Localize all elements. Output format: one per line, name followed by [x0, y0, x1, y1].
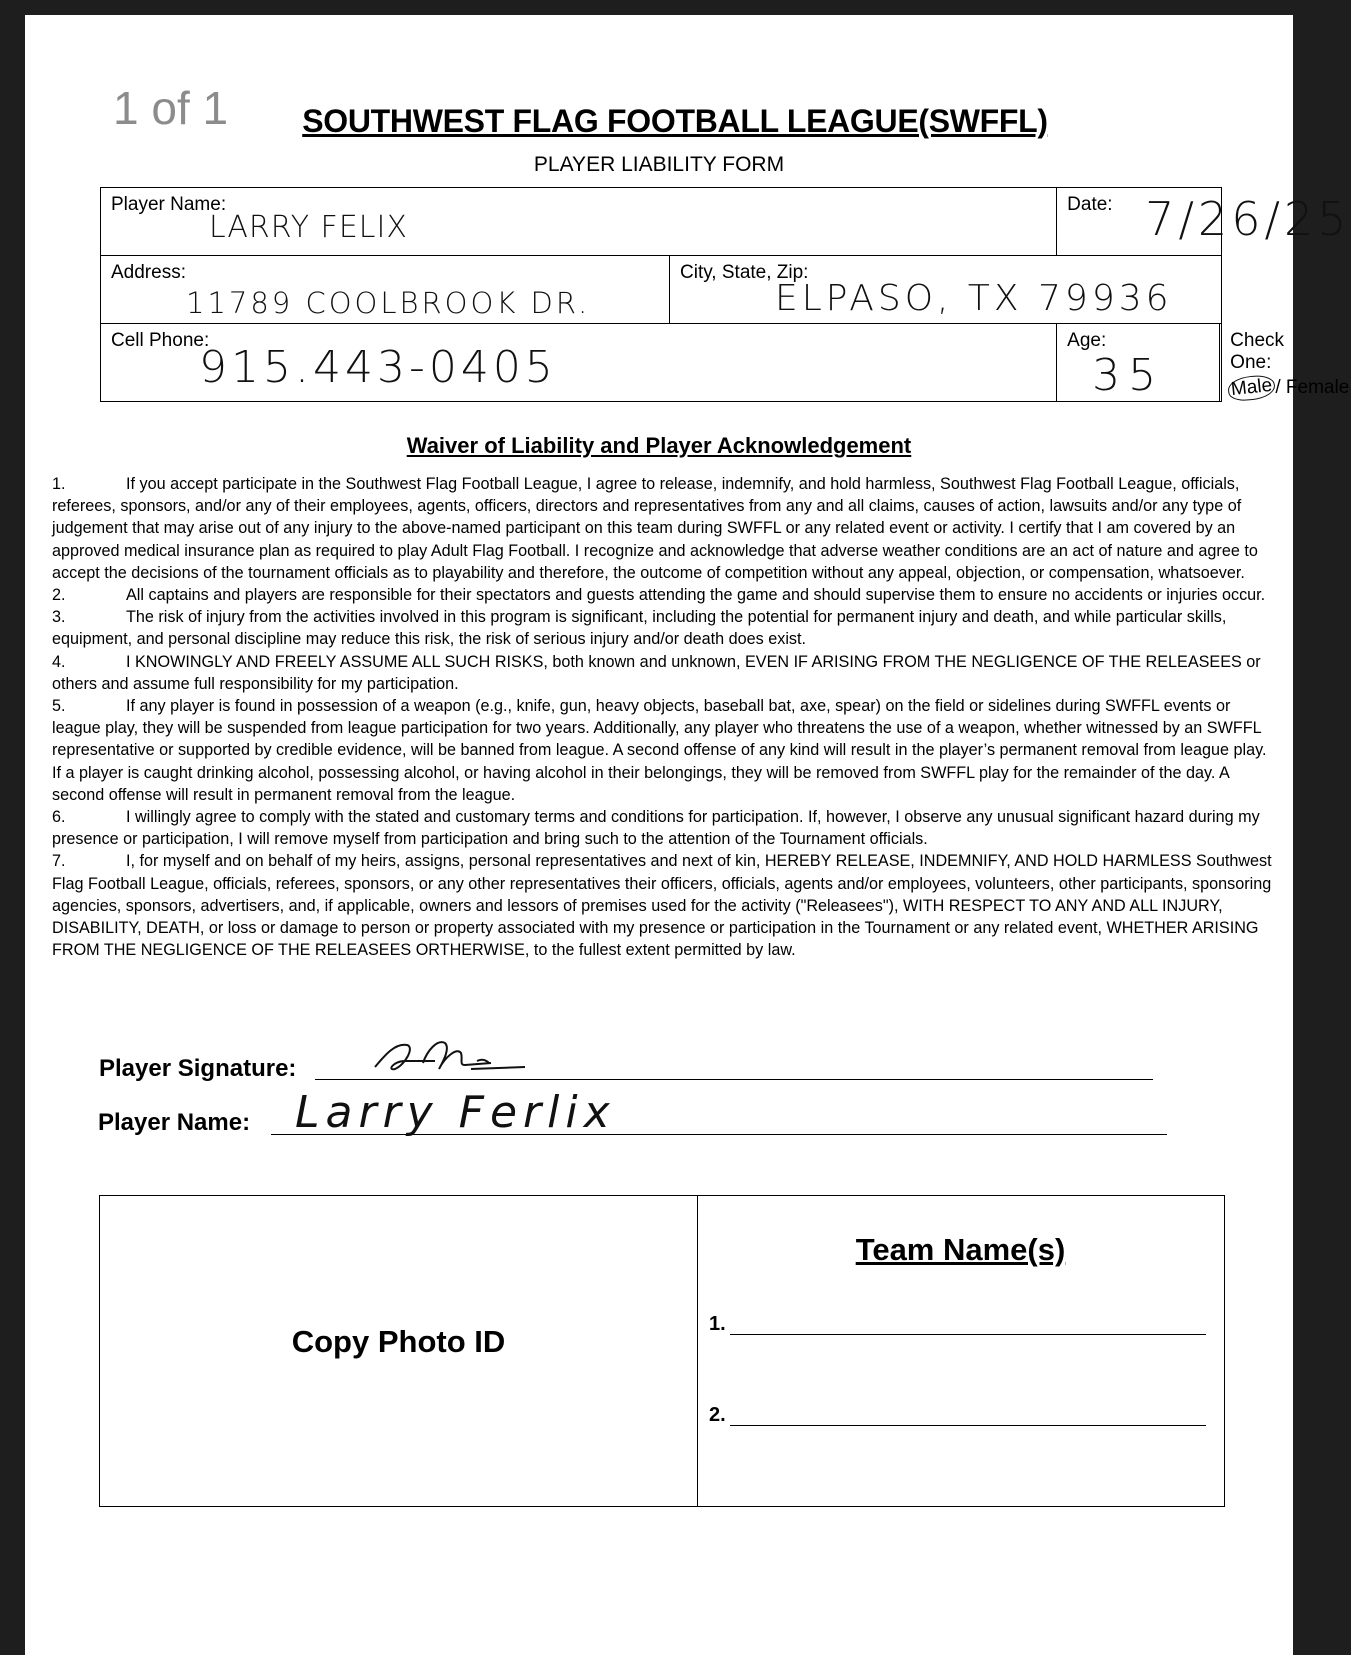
team-line-2-number: 2.	[709, 1404, 726, 1426]
team-name-line-1[interactable]	[730, 1334, 1206, 1335]
female-option[interactable]: / Female	[1275, 377, 1350, 398]
form-subtitle: PLAYER LIABILITY FORM	[533, 153, 785, 176]
player-name-cell[interactable]	[101, 188, 1057, 256]
address-label: Address:	[111, 262, 186, 283]
waiver-heading: Waiver of Liability and Player Acknowledgement	[406, 433, 912, 458]
player-name-sign-label: Player Name:	[98, 1109, 251, 1136]
age-cell[interactable]	[1057, 324, 1220, 402]
city-state-zip-cell[interactable]	[670, 256, 1222, 324]
player-name-value: LARRY FELIX	[209, 210, 408, 245]
document-page	[25, 15, 1351, 1655]
photo-team-box	[99, 1195, 1225, 1507]
address-value: 11789 COOLBROOK DR.	[186, 286, 591, 320]
date-label: Date:	[1067, 194, 1113, 215]
team-line-1-number: 1.	[709, 1313, 726, 1335]
term-item: 4. I KNOWINGLY AND FREELY ASSUME ALL SUCH RISKS, both known and unknown, EVEN IF ARISING FROM THE NEGLIGENCE OF THE RELEASEES or others and assume full responsibility for my participation.	[52, 652, 1261, 693]
term-item: 2. All captains and players are responsible for their spectators and guests attending the game and should supervise them to ensure no accidents or injuries occur.	[52, 586, 1266, 605]
age-value: 35	[1092, 350, 1165, 401]
term-item: 7. I, for myself and on behalf of my heirs, assigns, personal representatives and next of kin, HEREBY RELEASE, INDEMNIFY, AND HOLD HARMLESS Southwest Flag Football League, officials, referees, sponsors, or any other representatives their officers, officials, agents and/or employees, volunteers, other participants, sponsoring agencies, sponsors, advertisers, and, if applicable, owners and lessors of premises used for the activity ("Releasees"), WITH RESPECT TO ANY AND ALL INJURY, DISABILITY, DEATH, or loss or damage to person or property associated with my presence or participation in the Tournament or any related event, WHETHER ARISING FROM THE NEGLIGENCE OF THE RELEASEES ORTHERWISE, to the fullest extent permitted by law.	[52, 852, 1272, 960]
copy-photo-id-label[interactable]: Copy Photo ID	[291, 1324, 506, 1359]
male-option-circled[interactable]: Male	[1227, 374, 1276, 403]
term-item: 1. If you accept participate in the Southwest Flag Football League, I agree to release, indemnify, and hold harmless, Southwest Flag Football League, officials, referees, sponsors, and/or any of their employees, agents, officers, directors and representatives from any and all claims, causes of action, lawsuits and/or any type of judgement that may arise out of any injury to the above-named participant on this team during SWFFL or any related event or activity. I certify that I am covered by an approved medical insurance plan as required to play Adult Flag Football. I recognize and acknowledge that adverse weather conditions are an act of nature and agree to accept the decisions of the tournament officials as to playability and therefore, the outcome of competition without any appeal, objection, or compensation, whatsoever.	[52, 475, 1258, 582]
address-cell[interactable]	[101, 256, 670, 324]
gender-cell[interactable]	[1220, 324, 1350, 402]
check-one-label: Check One:	[1230, 330, 1285, 373]
player-name-label: Player Name:	[111, 194, 227, 215]
date-value: 7/26/25	[1145, 192, 1351, 246]
term-item: 3. The risk of injury from the activities involved in this program is significant, including the potential for permanent injury and death, and while particular skills, equipment, and personal discipline may reduce this risk, the risk of serious injury and/or death does exist.	[52, 608, 1227, 649]
player-signature-label: Player Signature:	[99, 1055, 297, 1082]
page-indicator: 1 of 1	[113, 82, 229, 134]
team-name-line-2[interactable]	[730, 1425, 1206, 1426]
date-cell[interactable]	[1057, 188, 1351, 256]
age-label: Age:	[1067, 330, 1107, 351]
city-state-zip-label: City, State, Zip:	[680, 262, 809, 283]
waiver-terms	[52, 473, 1272, 961]
form-title: SOUTHWEST FLAG FOOTBALL LEAGUE(SWFFL)	[302, 103, 1048, 139]
gender-options	[1232, 376, 1349, 400]
term-item: 5. If any player is found in possession of a weapon (e.g., knife, gun, heavy objects, baseball bat, axe, spear) on the field or sidelines during SWFFL events or league play, they will be suspended from league participation for two years. Additionally, any player who threatens the use of a weapon, whether witnessed by an SWFFL representative or supported by credible evidence, will be banned from league. A second offense of any kind will result in the player’s permanent removal from league play. If a player is caught drinking alcohol, possessing alcohol, or having alcohol in their belongings, they will be removed from SWFFL play for the remainder of the day. A second offense will result in permanent removal from the league.	[52, 697, 1267, 804]
city-state-zip-value: ELPASO, TX 79936	[775, 278, 1173, 319]
team-names-heading: Team Name(s)	[855, 1232, 1066, 1267]
player-name-handwritten: Larry Ferlix	[295, 1087, 616, 1138]
handwritten-signature	[365, 1025, 565, 1085]
term-item: 6. I willingly agree to comply with the stated and customary terms and conditions for participation. If, however, I observe any unusual significant hazard during my presence or participation, I will remove myself from participation and bring such to the attention of the Tournament officials.	[52, 808, 1260, 849]
cell-phone-label: Cell Phone:	[111, 330, 210, 351]
cell-phone-value: 915.443-0405	[199, 342, 557, 393]
player-info-table	[100, 187, 1351, 402]
cell-phone-cell[interactable]	[101, 324, 1057, 402]
